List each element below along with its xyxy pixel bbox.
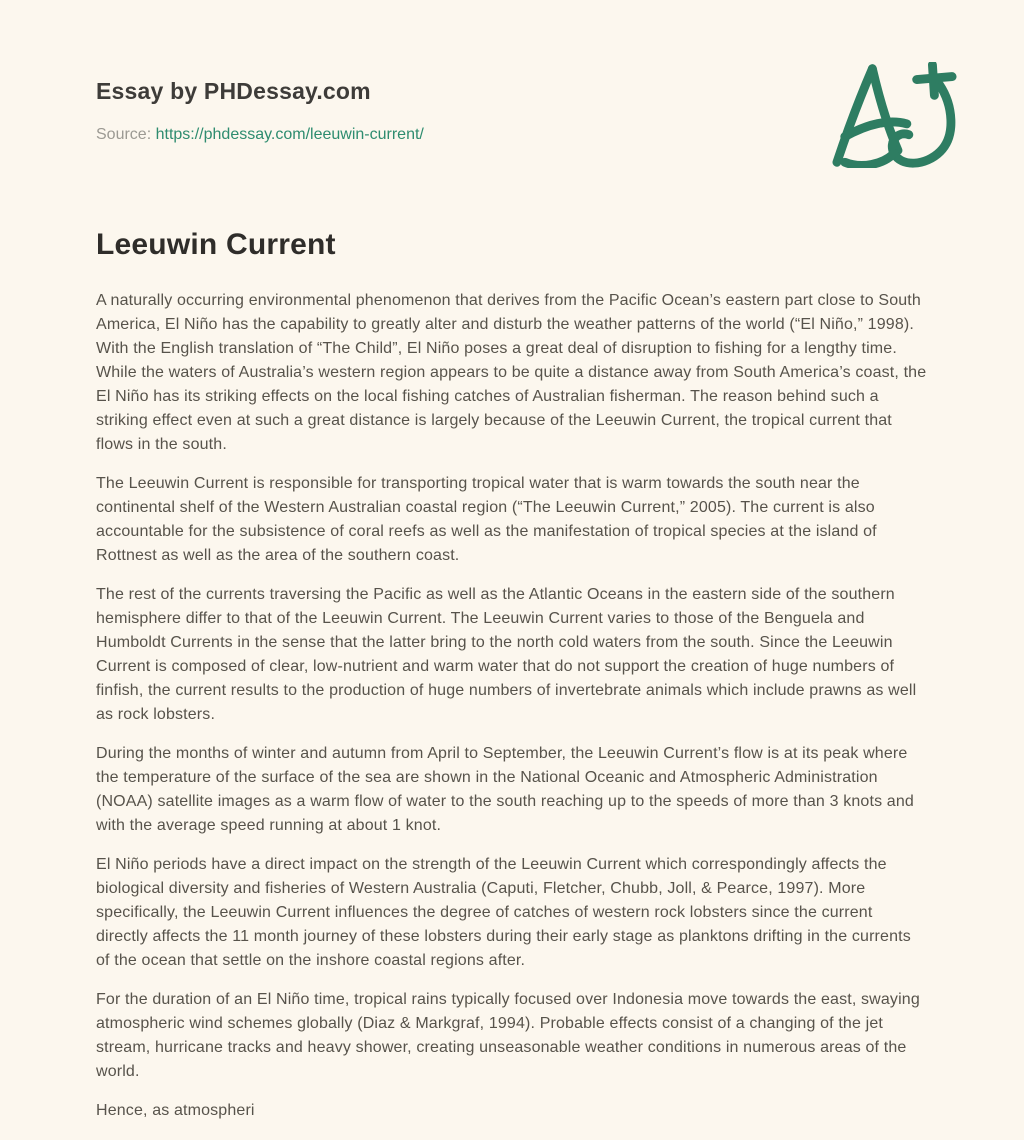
essay-paragraph: Hence, as atmospheri <box>96 1102 255 1119</box>
source-label: Source: <box>96 126 152 143</box>
essay-body <box>96 289 928 1123</box>
essay-paragraph: For the duration of an El Niño time, tropical rains typically focused over Indonesia move towards the east, swaying atmospheric wind schemes globally (Diaz & Markgraf, 1994). Probable effects consist of a changing of the jet stream, hurricane tracks and heavy shower, creating unseasonable weather conditions in numerous areas of the world. <box>96 991 920 1080</box>
essay-paragraph: A naturally occurring environmental phenomenon that derives from the Pacific Ocean’s eastern part close to South America, El Niño has the capability to greatly alter and disturb the weather patterns of the world (“El Niño,” 1998). With the English translation of “The Child”, El Niño poses a great deal of disruption to fishing for a lengthy time. While the waters of Australia’s western region appears to be quite a distance away from South America’s coast, the El Niño has its striking effects on the local fishing catches of Australian fisherman. The reason behind such a striking effect even at such a great distance is largely because of the Leeuwin Current, the tropical current that flows in the south. <box>96 292 927 453</box>
source-link[interactable]: https://phdessay.com/leeuwin-current/ <box>155 126 424 143</box>
essay-paragraph: The Leeuwin Current is responsible for transporting tropical water that is warm towards the south near the continental shelf of the Western Australian coastal region (“The Leeuwin Current,” 2005). The current is also accountable for the subsistence of coral reefs as well as the manifestation of tropical species at the island of Rottnest as well as the area of the southern coast. <box>96 475 877 564</box>
essay-paragraph: The rest of the currents traversing the Pacific as well as the Atlantic Oceans in the eastern side of the southern hemisphere differ to that of the Leeuwin Current. The Leeuwin Current varies to those of the Benguela and Humboldt Currents in the sense that the latter bring to the north cold waters from the south. Since the Leeuwin Current is composed of clear, low-nutrient and warm water that do not support the creation of huge numbers of finfish, the current results to the production of huge numbers of invertebrate animals which include prawns as well as rock lobsters. <box>96 586 917 723</box>
header-title: Essay by PHDessay.com <box>96 78 371 104</box>
source-line <box>96 126 928 144</box>
a-plus-logo-icon <box>832 62 960 168</box>
essay-title: Leeuwin Current <box>96 228 336 261</box>
essay-paragraph: During the months of winter and autumn from April to September, the Leeuwin Current’s flow is at its peak where the temperature of the surface of the sea are shown in the National Oceanic and Atmospheric Administration (NOAA) satellite images as a warm flow of water to the south reaching up to the speeds of more than 3 knots and with the average speed running at about 1 knot. <box>96 745 914 834</box>
phdessay-logo <box>832 62 960 168</box>
essay-paragraph: El Niño periods have a direct impact on the strength of the Leeuwin Current which correspondingly affects the biological diversity and fisheries of Western Australia (Caputi, Fletcher, Chubb, Joll, & Pearce, 1997). More specifically, the Leeuwin Current influences the degree of catches of western rock lobsters since the current directly affects the 11 month journey of these lobsters during their early stage as planktons drifting in the currents of the ocean that settle on the inshore coastal regions after. <box>96 856 911 969</box>
page-header <box>96 78 928 144</box>
